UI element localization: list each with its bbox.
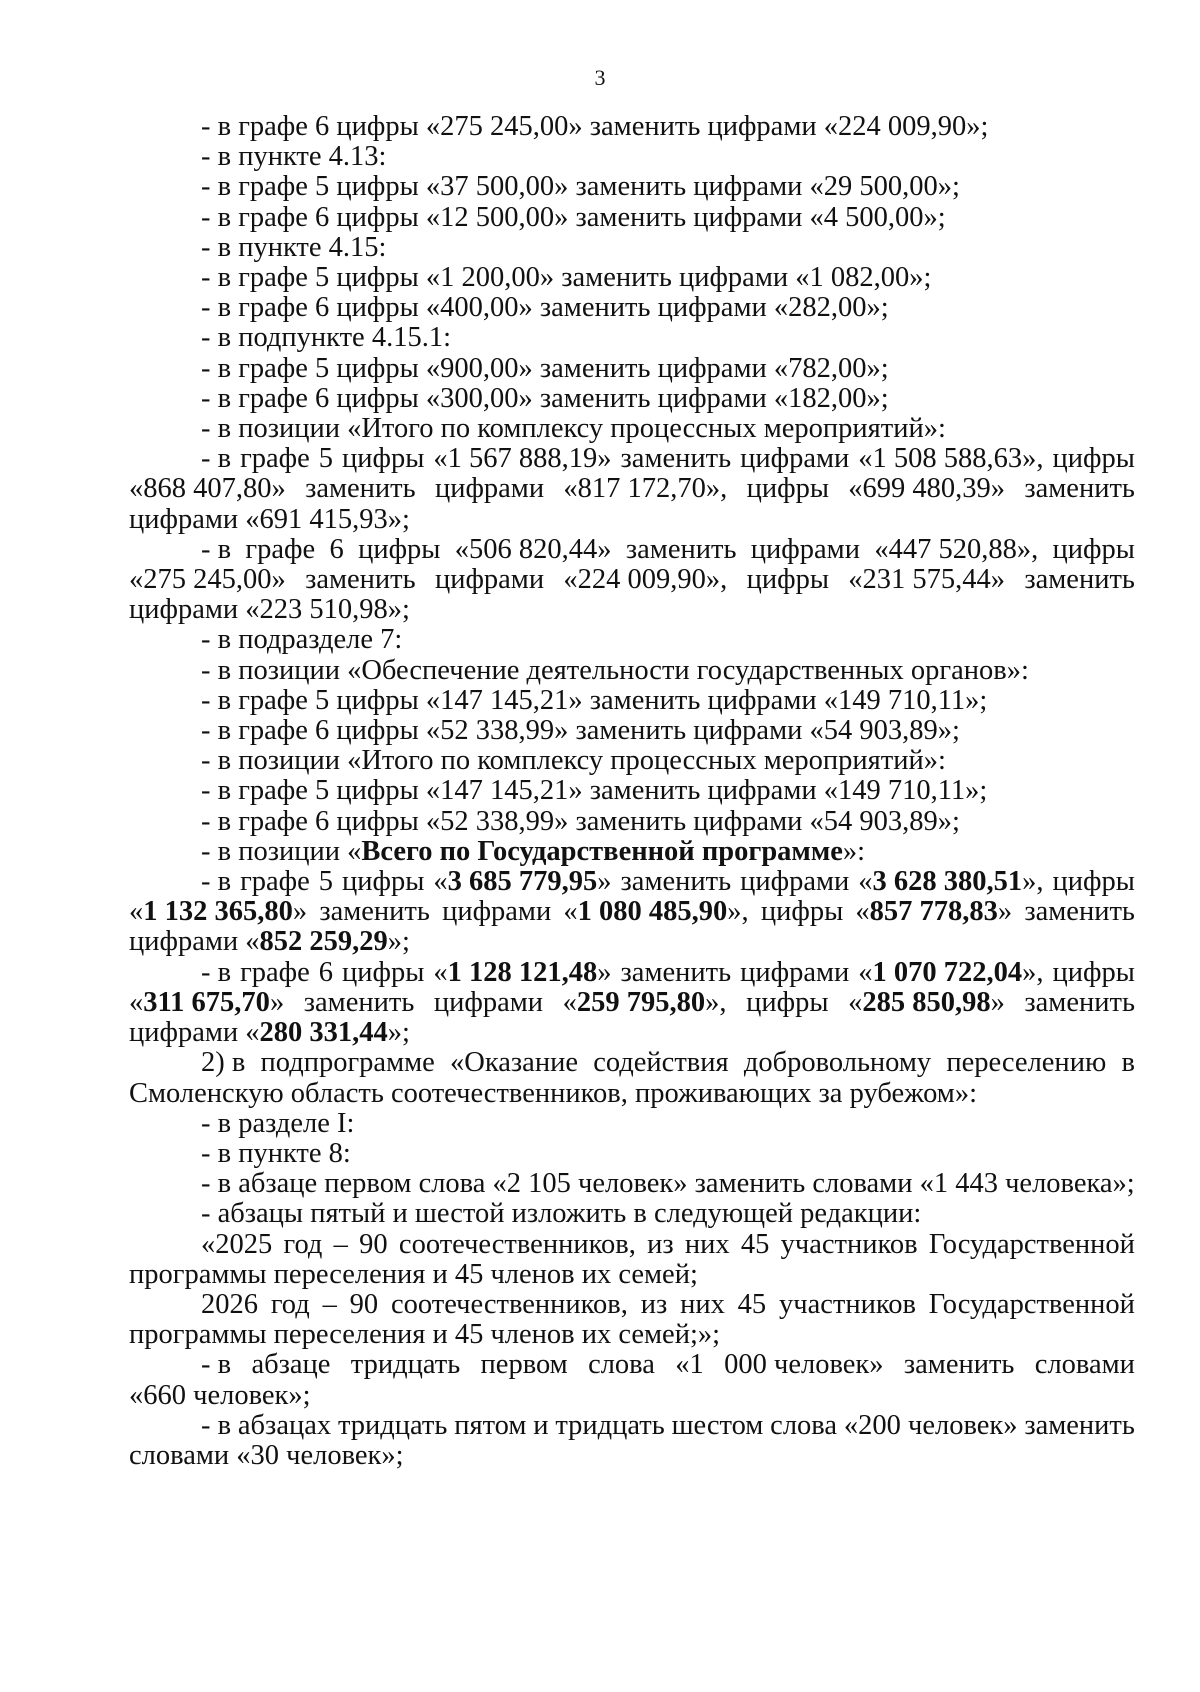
word: 6 bbox=[329, 533, 344, 565]
word: заменить bbox=[1024, 564, 1135, 596]
text-line bbox=[129, 203, 1135, 233]
text-fragment: цифры bbox=[1052, 956, 1135, 988]
text-fragment: »; bbox=[387, 1017, 410, 1049]
word: Государственной bbox=[928, 1288, 1135, 1320]
text-fragment: », bbox=[1022, 866, 1044, 898]
text-line bbox=[129, 1350, 1135, 1380]
bold-text: 285 850,98 bbox=[862, 986, 991, 1018]
word: «1 bbox=[675, 1349, 704, 1381]
text-fragment: цифры bbox=[342, 956, 425, 988]
text-line bbox=[129, 565, 1135, 595]
word bbox=[201, 958, 231, 988]
word: цифрами bbox=[750, 533, 860, 565]
word: цифрами bbox=[434, 473, 545, 505]
word: переселению bbox=[946, 1047, 1107, 1079]
text-fragment: цифрами bbox=[740, 866, 850, 898]
text-fragment: - в графе 5 цифры «147 145,21» заменить цифрами «149 710,11»; bbox=[201, 775, 988, 807]
word: «200 человек» bbox=[843, 1409, 1018, 1441]
text-fragment: - в пункте 4.13: bbox=[201, 141, 387, 173]
text-line bbox=[129, 958, 1135, 988]
text-line bbox=[129, 776, 1135, 806]
text-fragment: - в графе 5 цифры «37 500,00» заменить цифрами «29 500,00»; bbox=[201, 171, 960, 203]
word bbox=[319, 958, 333, 988]
bold-text: 857 778,83 bbox=[869, 896, 998, 928]
text-line bbox=[129, 505, 1135, 535]
word: тридцать bbox=[350, 1349, 461, 1381]
word bbox=[746, 988, 828, 1018]
text-fragment: графе bbox=[240, 866, 310, 898]
text-fragment: », bbox=[705, 986, 727, 1018]
word: них bbox=[680, 1288, 725, 1320]
text-fragment: « bbox=[433, 956, 448, 988]
text-fragment: «660 человек»; bbox=[129, 1379, 311, 1411]
text-fragment: » bbox=[597, 956, 612, 988]
text-fragment: цифрами bbox=[442, 896, 552, 928]
text-fragment: цифрами «691 415,93»; bbox=[129, 503, 410, 535]
word: «224 009,90», bbox=[563, 564, 728, 596]
text-line bbox=[129, 172, 1135, 202]
text-line bbox=[129, 897, 1135, 927]
word bbox=[761, 897, 843, 927]
word bbox=[621, 958, 732, 988]
text-fragment: - в абзаце первом слова «2 105 человек» заменить словами «1 443 человека»; bbox=[201, 1168, 1135, 1200]
text-line bbox=[129, 1290, 1135, 1320]
text-fragment: » bbox=[997, 896, 1013, 928]
word: добровольному bbox=[743, 1047, 932, 1079]
word: - в bbox=[201, 443, 232, 475]
text-line bbox=[129, 867, 1135, 897]
text-fragment: » bbox=[292, 896, 308, 928]
word bbox=[1053, 958, 1135, 988]
text-fragment: - в графе 6 цифры «275 245,00» заменить цифрами «224 009,90»; bbox=[201, 111, 989, 142]
text-fragment: Смоленскую область соотечественников, проживающих за рубежом»: bbox=[129, 1077, 977, 1109]
word: «447 520,88», bbox=[874, 533, 1039, 565]
word: 90 bbox=[359, 1228, 388, 1260]
word: заменить bbox=[1024, 1409, 1135, 1441]
text-line bbox=[129, 535, 1135, 565]
word: пятом bbox=[454, 1409, 527, 1441]
text-line bbox=[129, 444, 1135, 474]
word: подпрограмме bbox=[260, 1047, 435, 1079]
word: цифры bbox=[358, 533, 441, 565]
word: 90 bbox=[349, 1288, 379, 1320]
text-fragment: « bbox=[855, 896, 870, 928]
word bbox=[342, 867, 424, 897]
bold-text: Всего по Государственной программе bbox=[361, 835, 843, 867]
text-fragment: цифрами « bbox=[129, 1017, 260, 1049]
text-line bbox=[129, 1018, 1135, 1048]
word: соотечественников, bbox=[390, 1288, 628, 1320]
text-fragment: программы переселения и 45 членов их семей; bbox=[129, 1258, 698, 1290]
text-line bbox=[129, 1139, 1135, 1169]
bold-text: 1 128 121,48 bbox=[447, 956, 598, 988]
word: 45 bbox=[740, 1228, 770, 1260]
text-fragment: заменить bbox=[1024, 986, 1135, 1018]
word bbox=[563, 988, 727, 1018]
word: 2) в bbox=[201, 1047, 246, 1079]
text-line bbox=[129, 323, 1135, 353]
text-fragment: - в позиции «Итого по комплексу процессных мероприятий»: bbox=[201, 745, 946, 777]
text-fragment: » bbox=[990, 986, 1005, 1018]
text-line bbox=[129, 1320, 1135, 1350]
text-line bbox=[129, 1441, 1135, 1471]
word: слова bbox=[770, 1409, 838, 1441]
bold-text: 3 685 779,95 bbox=[447, 866, 598, 898]
text-fragment: - в подразделе 7: bbox=[201, 624, 403, 656]
word: тридцать bbox=[555, 1409, 665, 1441]
word: тридцать bbox=[337, 1409, 448, 1441]
word: «Оказание bbox=[450, 1047, 578, 1079]
text-line bbox=[129, 837, 1135, 867]
word bbox=[129, 988, 284, 1018]
word bbox=[740, 867, 849, 897]
text-fragment: - абзацы пятый и шестой изложить в следующей редакции: bbox=[201, 1198, 922, 1230]
word: год bbox=[270, 1288, 310, 1320]
word bbox=[858, 958, 1043, 988]
word: словами bbox=[1034, 1349, 1135, 1381]
word bbox=[740, 958, 849, 988]
word bbox=[304, 988, 415, 1018]
text-fragment: - в разделе I: bbox=[201, 1107, 355, 1139]
word: 5 bbox=[318, 443, 334, 475]
text-line bbox=[129, 1048, 1135, 1078]
page-number: 3 bbox=[594, 65, 606, 90]
word bbox=[858, 867, 1043, 897]
word: «2025 bbox=[201, 1228, 273, 1260]
text-line bbox=[129, 1199, 1135, 1229]
word bbox=[1024, 897, 1135, 927]
word: них bbox=[684, 1228, 730, 1260]
word: соотечественников, bbox=[398, 1228, 636, 1260]
text-line bbox=[129, 112, 1135, 142]
text-fragment: - в позиции «Итого по комплексу процессных мероприятий»: bbox=[201, 413, 946, 445]
text-fragment: - в bbox=[201, 956, 232, 988]
word bbox=[621, 867, 732, 897]
text-fragment: - в пункте 8: bbox=[201, 1137, 351, 1169]
word: из bbox=[640, 1288, 668, 1320]
word bbox=[848, 988, 1005, 1018]
word: заменить bbox=[903, 1349, 1015, 1381]
word: Государственной bbox=[928, 1228, 1135, 1260]
word: «1 508 588,63», bbox=[858, 443, 1044, 475]
word bbox=[319, 897, 430, 927]
word: 45 bbox=[737, 1288, 767, 1320]
text-fragment: », bbox=[1022, 956, 1044, 988]
word: заменить bbox=[1024, 473, 1135, 505]
word bbox=[240, 867, 310, 897]
text-fragment: заменить bbox=[620, 866, 732, 898]
text-fragment: заменить bbox=[303, 986, 415, 1018]
document-body bbox=[129, 112, 1135, 1471]
text-line bbox=[129, 1169, 1135, 1199]
text-line bbox=[129, 142, 1135, 172]
text-line bbox=[129, 686, 1135, 716]
word: цифрами bbox=[434, 564, 545, 596]
text-line bbox=[129, 625, 1135, 655]
word: цифры bbox=[1052, 443, 1135, 475]
text-fragment: цифрами bbox=[740, 956, 850, 988]
text-fragment: - в позиции « bbox=[201, 835, 362, 867]
text-fragment: словами «30 человек»; bbox=[129, 1439, 404, 1471]
bold-text: 259 795,80 bbox=[576, 986, 706, 1018]
text-fragment: « bbox=[129, 896, 144, 928]
text-fragment: цифры bbox=[760, 896, 844, 928]
text-line bbox=[129, 474, 1135, 504]
text-fragment: »: bbox=[842, 835, 866, 867]
bold-text: 3 628 380,51 bbox=[872, 866, 1023, 898]
bold-text: 852 259,29 bbox=[259, 926, 388, 958]
text-fragment: - в графе 6 цифры «400,00» заменить цифрами «282,00»; bbox=[201, 292, 889, 324]
text-line bbox=[129, 656, 1135, 686]
text-fragment: » bbox=[269, 986, 285, 1018]
word: «231 575,44» bbox=[848, 564, 1006, 596]
text-fragment: цифры bbox=[342, 866, 425, 898]
word: цифры bbox=[746, 473, 829, 505]
text-fragment: « bbox=[848, 986, 863, 1018]
word bbox=[1053, 867, 1135, 897]
text-line bbox=[129, 263, 1135, 293]
text-line bbox=[129, 1230, 1135, 1260]
word: участников bbox=[780, 1228, 918, 1260]
text-line bbox=[129, 1381, 1135, 1411]
word: «506 820,44» bbox=[454, 533, 612, 565]
word: содействия bbox=[593, 1047, 729, 1079]
word: абзаце bbox=[251, 1349, 331, 1381]
text-fragment: - в графе 6 цифры «12 500,00» заменить цифрами «4 500,00»; bbox=[201, 201, 946, 233]
text-line bbox=[129, 1079, 1135, 1109]
text-fragment: цифры bbox=[746, 986, 829, 1018]
word: и bbox=[533, 1409, 549, 1441]
text-line bbox=[129, 354, 1135, 384]
word: цифры bbox=[746, 564, 829, 596]
word: в bbox=[1121, 1047, 1135, 1079]
text-fragment: », bbox=[727, 896, 749, 928]
word: заменить bbox=[625, 533, 737, 565]
word: – bbox=[333, 1228, 348, 1260]
word bbox=[433, 958, 611, 988]
text-fragment: « bbox=[129, 986, 144, 1018]
text-fragment: цифры bbox=[1052, 866, 1135, 898]
text-fragment: « bbox=[562, 986, 577, 1018]
word: заменить bbox=[620, 443, 732, 475]
word: - в bbox=[201, 1349, 232, 1381]
word: «1 567 888,19» bbox=[433, 443, 612, 475]
text-line bbox=[129, 1411, 1135, 1441]
word: - в bbox=[201, 533, 232, 565]
word bbox=[129, 897, 307, 927]
word: 000 человек» bbox=[724, 1349, 884, 1381]
word: шестом bbox=[671, 1409, 764, 1441]
word: год bbox=[283, 1228, 323, 1260]
word: абзацах bbox=[237, 1409, 332, 1441]
text-fragment: программы переселения и 45 членов их семей;»; bbox=[129, 1319, 721, 1351]
text-fragment: - в графе 5 цифры «900,00» заменить цифрами «782,00»; bbox=[201, 352, 889, 384]
word bbox=[442, 897, 551, 927]
text-fragment: цифрами « bbox=[129, 926, 260, 958]
text-fragment: - в пункте 4.15: bbox=[201, 231, 387, 263]
text-fragment: - в графе 6 цифры «52 338,99» заменить цифрами «54 903,89»; bbox=[201, 715, 960, 747]
word: цифры bbox=[1052, 533, 1135, 565]
text-line bbox=[129, 233, 1135, 263]
text-fragment: - в графе 5 цифры «1 200,00» заменить цифрами «1 082,00»; bbox=[201, 262, 932, 294]
word: слова bbox=[588, 1349, 655, 1381]
text-line bbox=[129, 807, 1135, 837]
bold-text: 280 331,44 bbox=[259, 1017, 388, 1049]
bold-text: 1 132 365,80 bbox=[143, 896, 293, 928]
word: «817 172,70», bbox=[563, 473, 728, 505]
word bbox=[1024, 988, 1135, 1018]
text-line bbox=[129, 988, 1135, 1018]
text-fragment: - в графе 6 цифры «52 338,99» заменить цифрами «54 903,89»; bbox=[201, 805, 960, 837]
text-line bbox=[129, 1109, 1135, 1139]
text-fragment: заменить bbox=[620, 956, 732, 988]
text-fragment: - в bbox=[201, 866, 232, 898]
text-line bbox=[129, 746, 1135, 776]
word bbox=[563, 897, 748, 927]
word: заменить bbox=[305, 564, 416, 596]
text-fragment: - в подпункте 4.15.1: bbox=[201, 322, 452, 354]
text-fragment: заменить bbox=[1024, 896, 1135, 928]
word bbox=[342, 958, 424, 988]
text-fragment: заменить bbox=[319, 896, 430, 928]
word: – bbox=[322, 1288, 337, 1320]
word: цифры bbox=[342, 443, 425, 475]
word bbox=[434, 988, 543, 1018]
text-line bbox=[129, 595, 1135, 625]
text-fragment: 5 bbox=[318, 866, 334, 898]
text-line bbox=[129, 927, 1135, 957]
text-fragment: »; bbox=[387, 926, 410, 958]
word: из bbox=[647, 1228, 674, 1260]
word: первом bbox=[480, 1349, 568, 1381]
word bbox=[319, 867, 333, 897]
text-fragment: « bbox=[858, 956, 873, 988]
word bbox=[240, 958, 310, 988]
text-fragment: - в графе 5 цифры «147 145,21» заменить цифрами «149 710,11»; bbox=[201, 684, 988, 716]
text-fragment: - в позиции «Обеспечение деятельности государственных органов»: bbox=[201, 654, 1029, 686]
text-fragment: цифрами bbox=[433, 986, 544, 1018]
text-fragment: « bbox=[858, 866, 873, 898]
word: графе bbox=[245, 533, 316, 565]
word bbox=[201, 867, 231, 897]
bold-text: 1 080 485,90 bbox=[577, 896, 728, 928]
word: «699 480,39» bbox=[848, 473, 1006, 505]
word: «868 407,80» bbox=[129, 473, 286, 505]
word: «275 245,00» bbox=[129, 564, 286, 596]
word bbox=[433, 867, 611, 897]
text-fragment: « bbox=[563, 896, 578, 928]
text-line bbox=[129, 1260, 1135, 1290]
text-fragment: » bbox=[597, 866, 612, 898]
text-line bbox=[129, 716, 1135, 746]
text-fragment: - в графе 6 цифры «300,00» заменить цифрами «182,00»; bbox=[201, 382, 889, 414]
text-line bbox=[129, 293, 1135, 323]
bold-text: 311 675,70 bbox=[143, 986, 270, 1018]
word: заменить bbox=[305, 473, 416, 505]
word: 2026 bbox=[201, 1288, 258, 1320]
text-line bbox=[129, 384, 1135, 414]
word: участников bbox=[778, 1288, 916, 1320]
word: графе bbox=[240, 443, 310, 475]
word: цифрами bbox=[740, 443, 850, 475]
text-line bbox=[129, 414, 1135, 444]
text-fragment: графе bbox=[240, 956, 310, 988]
word: - в bbox=[201, 1409, 232, 1441]
bold-text: 1 070 722,04 bbox=[872, 956, 1023, 988]
text-fragment: « bbox=[433, 866, 448, 898]
text-fragment: 6 bbox=[318, 956, 334, 988]
text-fragment: цифрами «223 510,98»; bbox=[129, 594, 410, 626]
word bbox=[855, 897, 1012, 927]
